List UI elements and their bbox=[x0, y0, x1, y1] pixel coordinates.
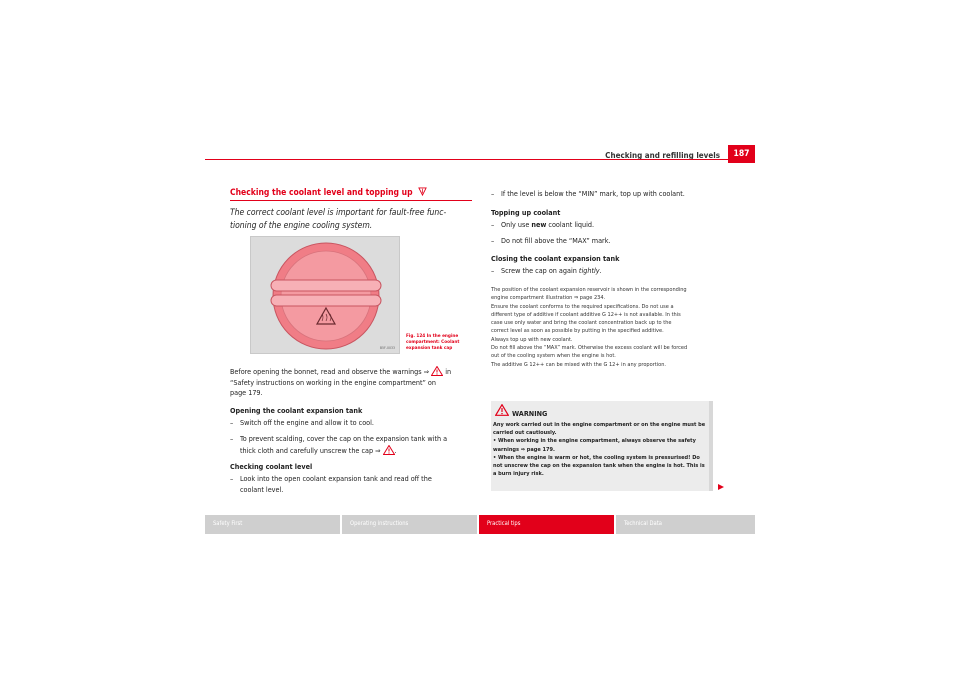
section-subtitle: The correct coolant level is important for fault-free func- tioning of the engine cooling system. bbox=[230, 208, 447, 231]
caption-line: expansion tank cap bbox=[406, 346, 453, 351]
dash: – bbox=[230, 418, 234, 427]
page-number: 187 bbox=[728, 145, 755, 163]
header-rule bbox=[205, 159, 755, 160]
list-text: Switch off the engine and allow it to cool. bbox=[240, 418, 374, 427]
figure-code: B5F-0033 bbox=[379, 346, 395, 350]
bullet-icon: • bbox=[493, 438, 498, 445]
caption-line: compartment: Coolant bbox=[406, 340, 460, 345]
warning-line: When the engine is warm or hot, the cooling system is pressurised! Do bbox=[497, 454, 700, 461]
warning-line: carried out cautiously. bbox=[493, 430, 557, 437]
list-text: Only use bbox=[501, 220, 530, 229]
warning-line: not unscrew the cap on the expansion tank when the engine is hot. This is bbox=[493, 463, 705, 470]
list-item bbox=[230, 474, 475, 495]
dash: – bbox=[491, 189, 495, 198]
list-text-cont: thick cloth and carefully unscrew the cap ⇒ . bbox=[240, 445, 397, 455]
note-line: out of the cooling system when the engine is hot. bbox=[491, 353, 616, 360]
heading-topping-up: Topping up coolant bbox=[491, 208, 561, 217]
warning-triangle-icon bbox=[495, 404, 509, 416]
intro-line: “Safety instructions on working in the engine compartment” on bbox=[230, 377, 436, 387]
footer-tab-technical-data[interactable]: Technical Data bbox=[616, 515, 755, 534]
warning-line: a burn injury risk. bbox=[493, 471, 544, 478]
list-item bbox=[230, 418, 475, 429]
section-title-text: Checking the coolant level and topping up bbox=[230, 188, 413, 198]
heading-checking-level: Checking coolant level bbox=[230, 462, 313, 471]
list-text-italic: tightly bbox=[578, 266, 600, 275]
dash: – bbox=[230, 434, 234, 443]
section-title bbox=[230, 187, 427, 199]
warning-line: When working in the engine compartment, always observe the safety bbox=[497, 438, 696, 445]
coolant-cap-illustration bbox=[251, 237, 401, 355]
note-line: Do not fill above the “MAX” mark. Otherwise the excess coolant will be forced bbox=[491, 345, 688, 352]
footer-tab-practical-tips[interactable]: Practical tips bbox=[479, 515, 614, 534]
note-line: The position of the coolant expansion reservoir is shown in the corresponding bbox=[491, 287, 687, 293]
note-line: different type of additive if coolant additive G 12++ is not available. In this bbox=[491, 311, 681, 318]
caption-line: Fig. 124 In the engine bbox=[406, 334, 459, 339]
footer-tab-operating-instructions[interactable]: Operating instructions bbox=[342, 515, 477, 534]
note-line: engine compartment illustration ⇒ page 234. bbox=[491, 295, 606, 302]
dash: – bbox=[491, 266, 495, 275]
list-text: coolant liquid. bbox=[548, 220, 595, 229]
dash: – bbox=[491, 220, 495, 229]
list-text: To prevent scalding, cover the cap on the expansion tank with a bbox=[240, 434, 448, 443]
warning-triangle-icon bbox=[431, 366, 443, 376]
dash: – bbox=[230, 474, 234, 483]
warning-line: Any work carried out in the engine compartment or on the engine must be bbox=[493, 422, 706, 428]
list-item bbox=[230, 434, 475, 456]
warning-bullet bbox=[493, 454, 715, 462]
heading-opening-tank: Opening the coolant expansion tank bbox=[230, 406, 363, 415]
note-line: correct level as soon as possible by putting in the specified additive. bbox=[491, 328, 664, 335]
note-line: case use only water and bring the coolant concentration back up to the bbox=[491, 320, 672, 327]
note-line: Always top up with new coolant. bbox=[491, 336, 573, 343]
intro-paragraph bbox=[230, 366, 475, 399]
intro-line: page 179. bbox=[230, 388, 263, 397]
heading-closing-tank: Closing the coolant expansion tank bbox=[491, 254, 620, 263]
list-text: Screw the cap on again bbox=[501, 266, 577, 275]
list-item bbox=[491, 220, 594, 231]
continue-arrow-icon bbox=[717, 483, 725, 491]
note-line: Ensure the coolant conforms to the required specifications. Do not use a bbox=[491, 303, 674, 310]
intro-line: Before opening the bonnet, read and observe the warnings ⇒ bbox=[230, 367, 430, 376]
intro-line-end: in bbox=[445, 367, 452, 376]
warning-triangle-icon bbox=[383, 445, 395, 455]
running-header-title: Checking and refilling levels bbox=[605, 151, 720, 160]
list-text: thick cloth and carefully unscrew the cap ⇒ bbox=[240, 445, 381, 455]
list-text: Do not fill above the “MAX” mark. bbox=[501, 236, 611, 245]
warning-bullet bbox=[493, 437, 715, 445]
list-item bbox=[491, 189, 721, 200]
list-text: Look into the open coolant expansion tank and read off the bbox=[240, 474, 432, 483]
warning-title: WARNING bbox=[512, 409, 548, 418]
figure-caption bbox=[406, 334, 472, 352]
list-text: coolant level. bbox=[240, 484, 284, 494]
list-text-bold: new bbox=[531, 220, 547, 229]
list-item bbox=[491, 236, 611, 247]
notes-block bbox=[491, 286, 721, 369]
environment-icon bbox=[418, 187, 427, 199]
footer-tab-safety-first[interactable]: Safety First bbox=[205, 515, 340, 534]
bullet-icon: • bbox=[493, 454, 498, 461]
coolant-cap-figure bbox=[250, 236, 400, 354]
list-text: If the level is below the “MIN” mark, top up with coolant. bbox=[501, 189, 685, 198]
section-rule bbox=[230, 200, 472, 201]
warning-line: warnings ⇒ page 179. bbox=[493, 446, 555, 453]
warning-text bbox=[493, 421, 715, 478]
note-line: The additive G 12++ can be mixed with the G 12+ in any proportion. bbox=[491, 361, 667, 368]
list-item: – Screw the cap on again tightly. bbox=[491, 266, 602, 275]
dash: – bbox=[491, 236, 495, 245]
